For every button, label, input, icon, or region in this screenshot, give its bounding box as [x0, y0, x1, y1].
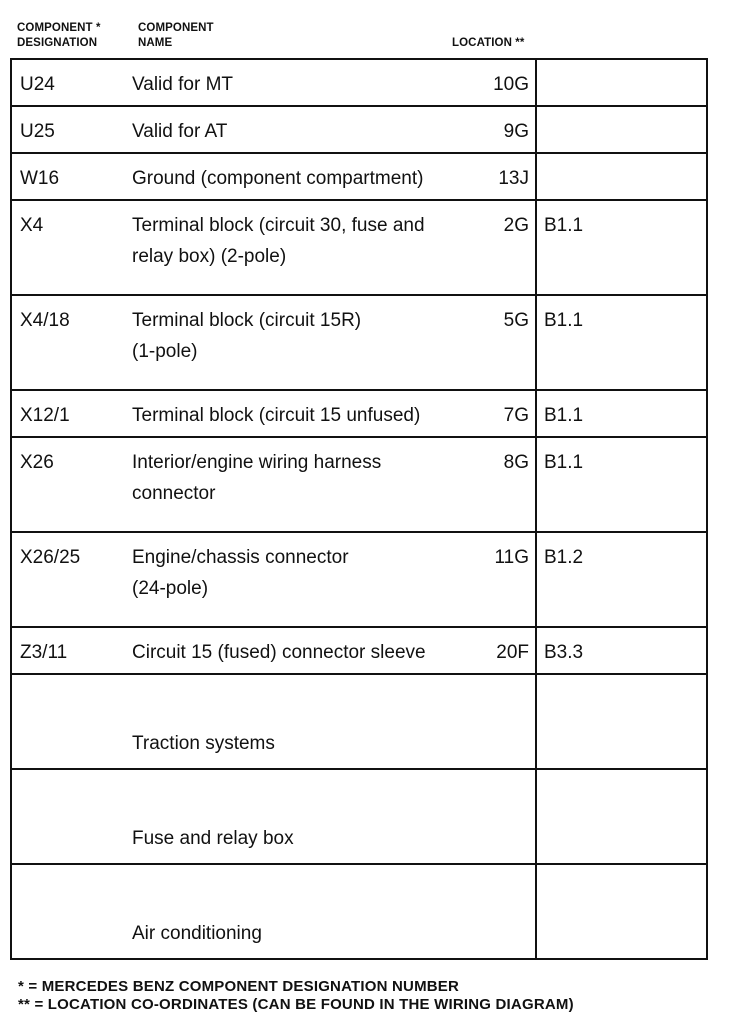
location-cell: 9G [471, 106, 536, 153]
component-name-line: Ground (component compartment) [132, 168, 424, 189]
section-title: Fuse and relay box [132, 769, 471, 864]
component-name-line: relay box) (2-pole) [132, 246, 287, 267]
section-row [11, 674, 707, 769]
header-component-name [138, 21, 214, 51]
component-name-line: Terminal block (circuit 30, fuse and [132, 215, 425, 236]
table-row [11, 295, 707, 390]
reference-cell [536, 153, 707, 200]
location-cell: 8G [471, 437, 536, 532]
designation-cell: X26 [11, 437, 132, 532]
header-designation-line-2: DESIGNATION [17, 37, 98, 49]
component-name-cell [132, 153, 471, 200]
location-cell: 7G [471, 390, 536, 437]
designation-cell: U24 [11, 59, 132, 106]
reference-cell [536, 769, 707, 864]
designation-cell [11, 769, 132, 864]
component-name-line: Valid for MT [132, 74, 234, 95]
reference-cell: B3.3 [536, 627, 707, 674]
component-name-line: Valid for AT [132, 121, 228, 142]
section-row [11, 864, 707, 959]
reference-cell [536, 864, 707, 959]
header-location-label: LOCATION ** [452, 37, 525, 49]
header-component-designation [17, 21, 101, 51]
reference-cell: B1.1 [536, 295, 707, 390]
section-row [11, 769, 707, 864]
component-name-cell [132, 295, 471, 390]
component-name-cell [132, 200, 471, 295]
table-row [11, 59, 707, 106]
header-designation-line-1: COMPONENT * [17, 22, 101, 34]
designation-cell: X12/1 [11, 390, 132, 437]
designation-cell [11, 674, 132, 769]
table-row [11, 200, 707, 295]
location-cell: 5G [471, 295, 536, 390]
component-name-line: Terminal block (circuit 15R) [132, 310, 362, 331]
reference-cell: B1.2 [536, 532, 707, 627]
table-row [11, 390, 707, 437]
location-cell: 20F [471, 627, 536, 674]
location-cell [471, 674, 536, 769]
designation-cell: Z3/11 [11, 627, 132, 674]
component-name-line: Terminal block (circuit 15 unfused) [132, 405, 421, 426]
component-name-cell [132, 627, 471, 674]
component-name-cell [132, 390, 471, 437]
table-row [11, 627, 707, 674]
component-name-cell [132, 59, 471, 106]
designation-cell: X4/18 [11, 295, 132, 390]
header-name-line-2: NAME [138, 37, 173, 49]
reference-cell: B1.1 [536, 200, 707, 295]
component-name-line: Interior/engine wiring harness [132, 452, 382, 473]
component-name-cell [132, 532, 471, 627]
table-row [11, 153, 707, 200]
location-cell: 13J [471, 153, 536, 200]
component-name-line: (24-pole) [132, 578, 209, 599]
location-cell: 10G [471, 59, 536, 106]
component-name-line: (1-pole) [132, 341, 198, 362]
designation-cell: U25 [11, 106, 132, 153]
component-name-line: connector [132, 483, 216, 504]
component-name-line: Engine/chassis connector [132, 547, 349, 568]
location-cell: 11G [471, 532, 536, 627]
location-cell [471, 864, 536, 959]
component-name-line: Circuit 15 (fused) connector sleeve [132, 642, 426, 663]
component-name-cell [132, 106, 471, 153]
designation-cell [11, 864, 132, 959]
footnote-designation: * = MERCEDES BENZ COMPONENT DESIGNATION NUMBER [18, 978, 460, 995]
location-cell: 2G [471, 200, 536, 295]
location-cell [471, 769, 536, 864]
section-title: Traction systems [132, 674, 471, 769]
header-location [452, 36, 524, 51]
table-row [11, 532, 707, 627]
designation-cell: W16 [11, 153, 132, 200]
table-row [11, 106, 707, 153]
reference-cell [536, 59, 707, 106]
footnote-location: ** = LOCATION CO-ORDINATES (CAN BE FOUND IN THE WIRING DIAGRAM) [18, 996, 574, 1013]
reference-cell [536, 674, 707, 769]
designation-cell: X26/25 [11, 532, 132, 627]
header-name-line-1: COMPONENT [138, 22, 214, 34]
component-table [10, 58, 708, 960]
reference-cell [536, 106, 707, 153]
section-title: Air conditioning [132, 864, 471, 959]
component-name-cell [132, 437, 471, 532]
reference-cell: B1.1 [536, 437, 707, 532]
table-row [11, 437, 707, 532]
designation-cell: X4 [11, 200, 132, 295]
reference-cell: B1.1 [536, 390, 707, 437]
